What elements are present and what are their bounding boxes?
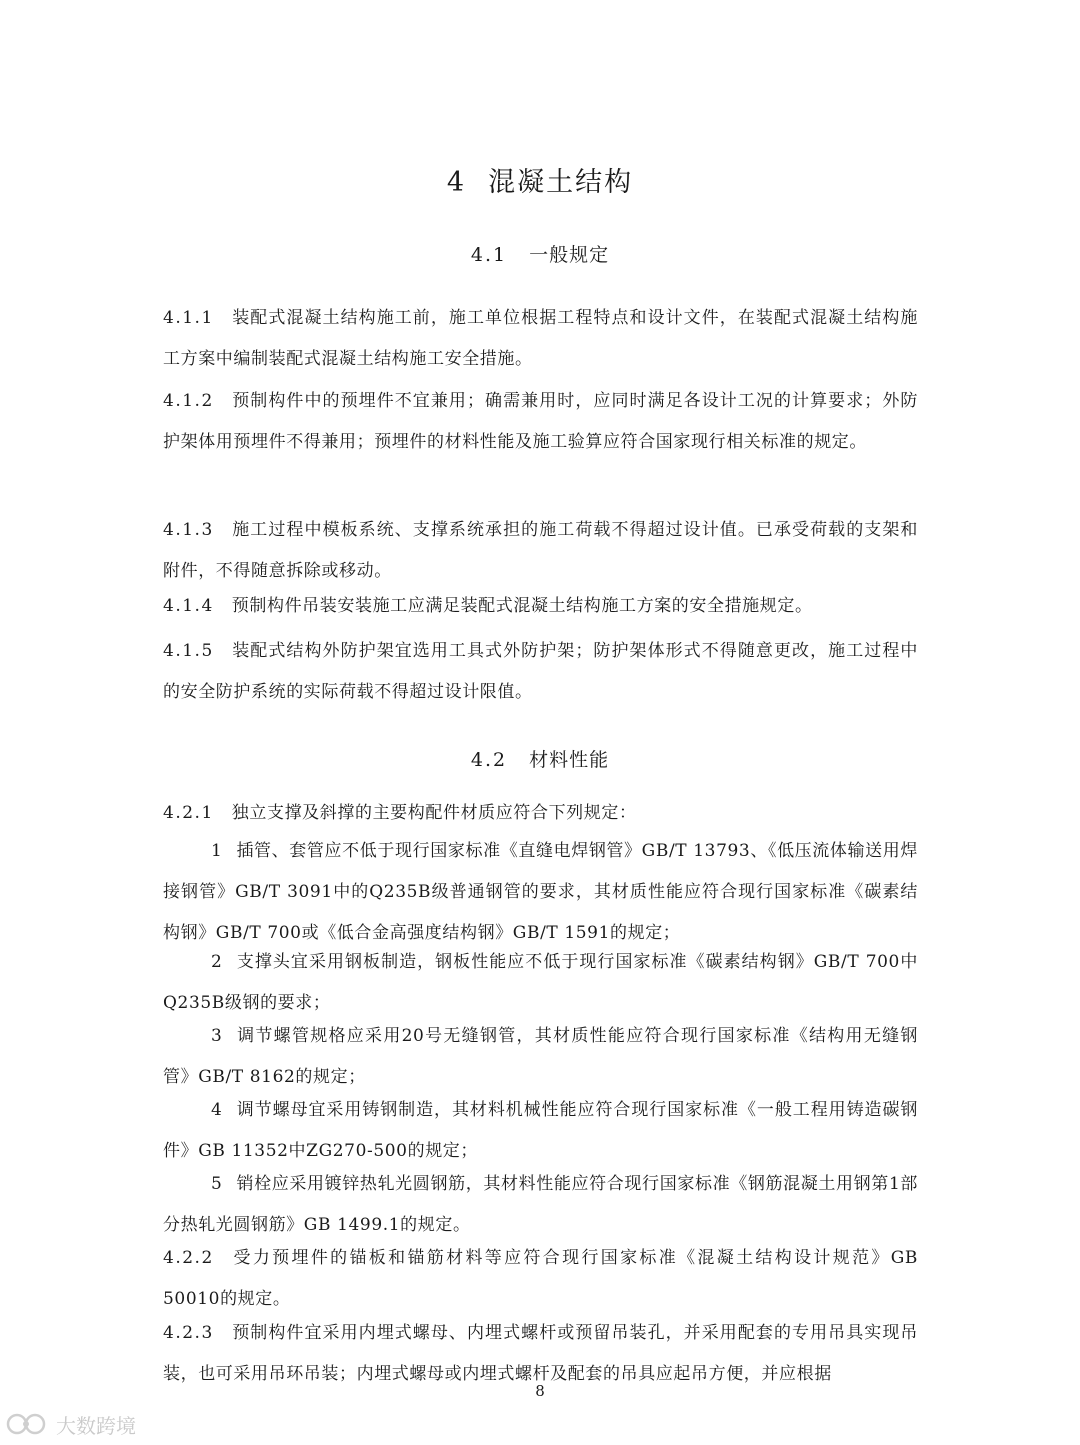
item-number: 2	[211, 952, 223, 972]
clause-4-2-1	[163, 793, 918, 834]
item-text: 插管、套管应不低于现行国家标准《直缝电焊钢管》GB/T 13793、《低压流体输送用焊接钢管》GB/T 3091中的Q235B级普通钢管的要求，其材质性能应符合现行国家标准《碳素结构钢》GB/T 700或《低合金高强度结构钢》GB/T 1591的规定；	[163, 841, 918, 943]
watermark-text: 大数跨境	[56, 1413, 136, 1438]
clause-text: 装配式混凝土结构施工前，施工单位根据工程特点和设计文件，在装配式混凝土结构施工方案中编制装配式混凝土结构施工安全措施。	[163, 308, 918, 369]
list-item-2	[163, 942, 918, 1024]
item-number: 3	[211, 1026, 223, 1046]
clause-4-1-3	[163, 510, 918, 592]
clause-number: 4.1.3	[163, 520, 214, 540]
clause-number: 4.2.1	[163, 803, 214, 823]
clause-4-2-2	[163, 1238, 918, 1320]
clause-4-1-2	[163, 381, 918, 463]
list-item-1	[163, 831, 918, 954]
clause-4-1-5	[163, 631, 918, 713]
item-text: 销栓应采用镀锌热轧光圆钢筋，其材料性能应符合现行国家标准《钢筋混凝土用钢第1部分热轧光圆钢筋》GB 1499.1的规定。	[163, 1174, 918, 1235]
item-text: 调节螺母宜采用铸钢制造，其材料机械性能应符合现行国家标准《一般工程用铸造碳钢件》GB 11352中ZG270-500的规定；	[163, 1100, 918, 1161]
list-item-5	[163, 1164, 918, 1246]
chapter-number: 4	[446, 167, 467, 198]
watermark-logo-icon	[6, 1412, 50, 1436]
clause-number: 4.1.1	[163, 308, 214, 328]
clause-text: 预制构件宜采用内埋式螺母、内埋式螺杆或预留吊装孔，并采用配套的专用吊具实现吊装，也可采用吊环吊装；内埋式螺母或内埋式螺杆及配套的吊具应起吊方便，并应根据	[163, 1323, 918, 1384]
clause-text: 预制构件吊装安装施工应满足装配式混凝土结构施工方案的安全措施规定。	[231, 596, 813, 616]
clause-number: 4.2.2	[163, 1248, 214, 1268]
clause-text: 独立支撑及斜撑的主要构配件材质应符合下列规定：	[231, 803, 637, 823]
section-title-text: 材料性能	[529, 749, 610, 771]
item-text: 支撑头宜采用钢板制造，钢板性能应不低于现行国家标准《碳素结构钢》GB/T 700中Q235B级钢的要求；	[163, 952, 918, 1013]
item-number: 1	[211, 841, 223, 861]
clause-text: 施工过程中模板系统、支撑系统承担的施工荷载不得超过设计值。已承受荷载的支架和附件，不得随意拆除或移动。	[163, 520, 918, 581]
watermark	[6, 1410, 136, 1438]
clause-text: 受力预埋件的锚板和锚筋材料等应符合现行国家标准《混凝土结构设计规范》GB 50010的规定。	[163, 1248, 918, 1309]
section-number: 4.1	[470, 244, 508, 266]
item-number: 5	[211, 1174, 223, 1194]
section-title-4-2	[0, 745, 1080, 772]
clause-4-1-4	[163, 586, 918, 627]
clause-number: 4.1.4	[163, 596, 214, 616]
clause-4-1-1	[163, 298, 918, 380]
list-item-3	[163, 1016, 918, 1098]
clause-number: 4.1.2	[163, 391, 214, 411]
section-title-4-1	[0, 240, 1080, 267]
page-number: 8	[535, 1382, 545, 1400]
clause-text: 预制构件中的预埋件不宜兼用；确需兼用时，应同时满足各设计工况的计算要求；外防护架体用预埋件不得兼用；预埋件的材料性能及施工验算应符合国家现行相关标准的规定。	[163, 391, 918, 452]
item-number: 4	[211, 1100, 223, 1120]
section-number: 4.2	[470, 749, 508, 771]
clause-number: 4.1.5	[163, 641, 214, 661]
section-title-text: 一般规定	[529, 244, 610, 266]
clause-text: 装配式结构外防护架宜选用工具式外防护架；防护架体形式不得随意更改，施工过程中的安全防护系统的实际荷载不得超过设计限值。	[163, 641, 918, 702]
chapter-title	[0, 160, 1080, 199]
chapter-title-text: 混凝土结构	[488, 167, 634, 198]
item-text: 调节螺管规格应采用20号无缝钢管，其材质性能应符合现行国家标准《结构用无缝钢管》GB/T 8162的规定；	[163, 1026, 918, 1087]
clause-number: 4.2.3	[163, 1323, 214, 1343]
list-item-4	[163, 1090, 918, 1172]
